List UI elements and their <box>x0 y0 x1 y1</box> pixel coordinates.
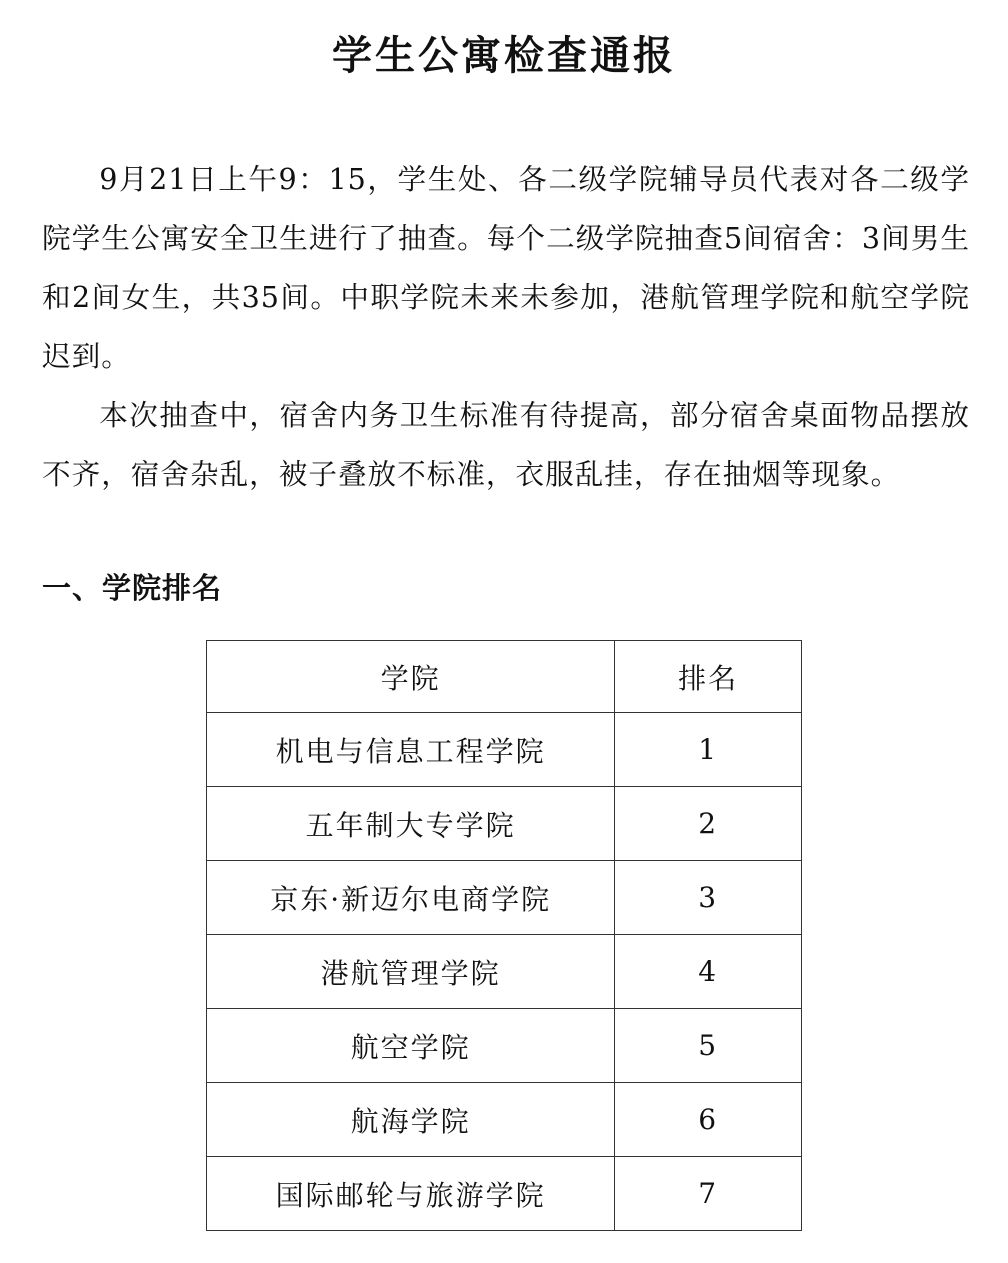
header-rank: 排名 <box>615 641 802 713</box>
rank-cell: 6 <box>615 1083 802 1157</box>
table-row <box>207 935 802 1009</box>
college-name-cell: 机电与信息工程学院 <box>207 713 615 787</box>
rank-cell: 1 <box>615 713 802 787</box>
table-row <box>207 861 802 935</box>
college-ranking-table <box>206 640 802 1231</box>
rank-cell: 5 <box>615 1009 802 1083</box>
college-name-cell: 国际邮轮与旅游学院 <box>207 1157 615 1231</box>
rank-cell: 2 <box>615 787 802 861</box>
rank-cell: 3 <box>615 861 802 935</box>
table-row <box>207 713 802 787</box>
document-title: 学生公寓检查通报 <box>332 33 676 79</box>
college-name-cell: 航空学院 <box>207 1009 615 1083</box>
header-college: 学院 <box>207 641 615 713</box>
paragraph-inspection-findings: 本次抽查中，宿舍内务卫生标准有待提高，部分宿舍桌面物品摆放不齐，宿舍杂乱，被子叠放不标准，衣服乱挂，存在抽烟等现象。 <box>42 398 970 491</box>
rank-cell: 7 <box>615 1157 802 1231</box>
college-name-cell: 京东·新迈尔电商学院 <box>207 861 615 935</box>
table-header-row <box>207 641 802 713</box>
college-name-cell: 五年制大专学院 <box>207 787 615 861</box>
paragraph-inspection-summary: 9月21日上午9：15，学生处、各二级学院辅导员代表对各二级学院学生公寓安全卫生进行了抽查。每个二级学院抽查5间宿舍：3间男生和2间女生，共35间。中职学院未来未参加，港航管理学院和航空学院迟到。 <box>42 162 970 373</box>
document-body <box>42 150 970 504</box>
section-heading-college-ranking: 一、学院排名 <box>42 571 223 605</box>
college-name-cell: 航海学院 <box>207 1083 615 1157</box>
table-row <box>207 787 802 861</box>
college-name-cell: 港航管理学院 <box>207 935 615 1009</box>
table-row <box>207 1009 802 1083</box>
table-row <box>207 1083 802 1157</box>
rank-cell: 4 <box>615 935 802 1009</box>
table-row <box>207 1157 802 1231</box>
